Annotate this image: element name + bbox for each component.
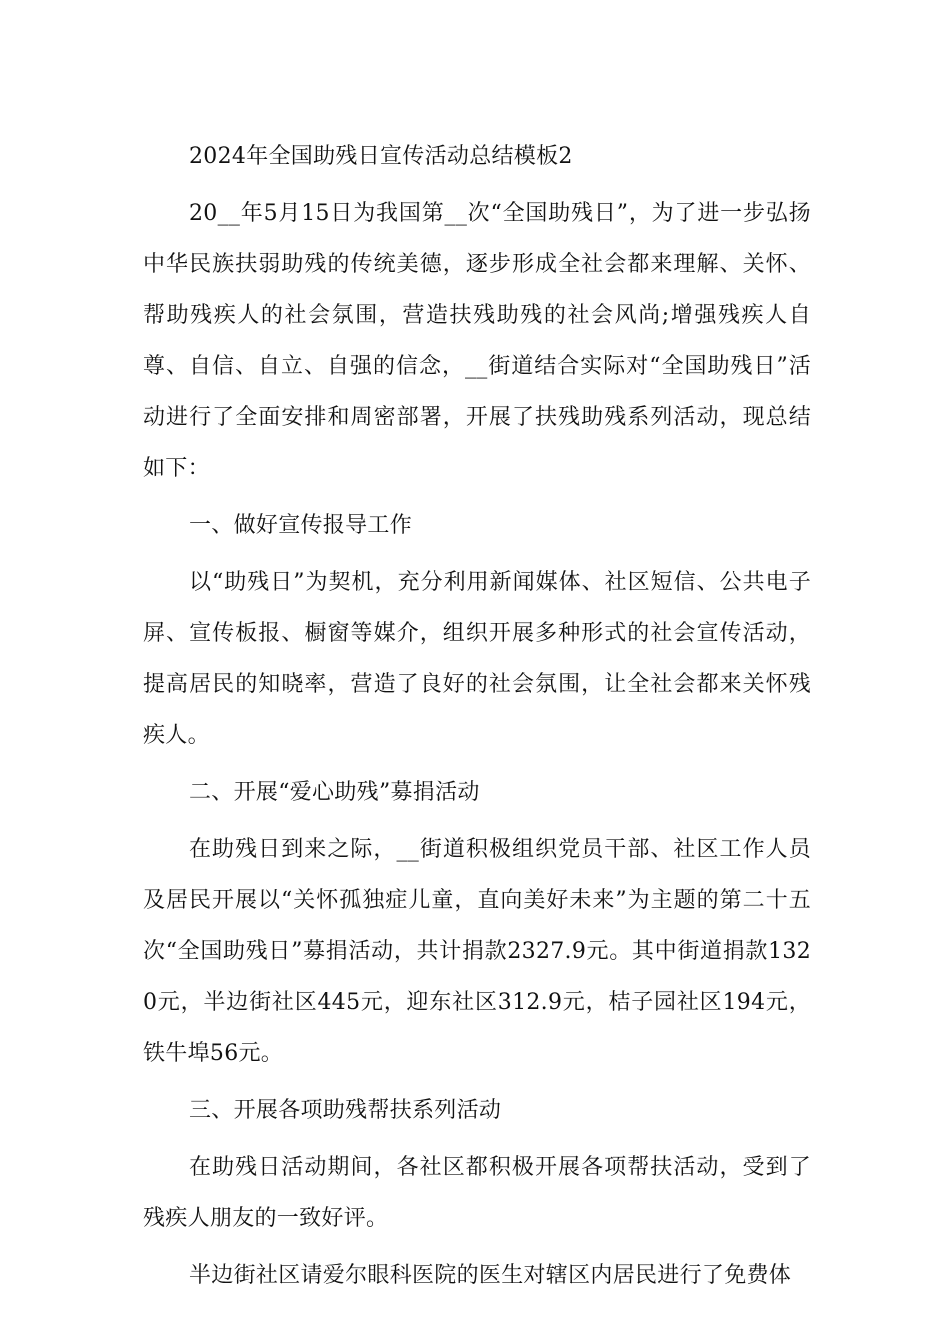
- paragraph-community: 半边街社区请爱尔眼科医院的医生对辖区内居民进行了免费体: [189, 1263, 792, 1288]
- document-title: 2024年全国助残日宣传活动总结模板2: [189, 144, 573, 169]
- section-heading-3: 三、开展各项助残帮扶系列活动: [189, 1098, 502, 1123]
- paragraph-activities: 在助残日活动期间，各社区都积极开展各项帮扶活动，受到了残疾人朋友的一致好评。: [143, 1155, 811, 1231]
- paragraph-publicity: 以“助残日”为契机，充分利用新闻媒体、社区短信、公共电子屏、宣传板报、橱窗等媒介，组织开展多种形式的社会宣传活动，提高居民的知晓率，营造了良好的社会氛围，让全社会都来关怀残疾人。: [143, 570, 811, 748]
- section-heading-1: 一、做好宣传报导工作: [189, 513, 413, 538]
- section-heading-2: 二、开展“爱心助残”募捐活动: [189, 780, 480, 805]
- document-body: [143, 131, 811, 1301]
- paragraph-donation: 在助残日到来之际，__街道积极组织党员干部、社区工作人员及居民开展以“关怀孤独症儿童，直向美好未来”为主题的第二十五次“全国助残日”募捐活动，共计捐款2327.9元。其中街道捐款1320元，半边街社区445元，迎东社区312.9元，桔子园社区194元，铁牛埠56元。: [143, 837, 811, 1066]
- paragraph-intro: 20__年5月15日为我国第__次“全国助残日”，为了进一步弘扬中华民族扶弱助残的传统美德，逐步形成全社会都来理解、关怀、帮助残疾人的社会氛围，营造扶残助残的社会风尚;增强残疾人自尊、自信、自立、自强的信念，__街道结合实际对“全国助残日”活动进行了全面安排和周密部署，开展了扶残助残系列活动，现总结如下：: [143, 201, 811, 481]
